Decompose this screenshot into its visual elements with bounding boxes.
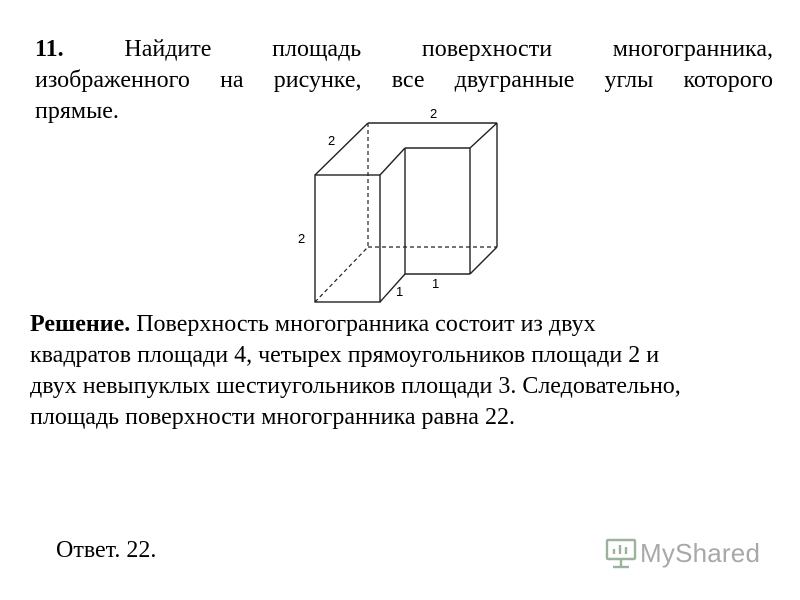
solution-text-1: Поверхность многогранника состоит из двух (136, 311, 596, 337)
solution-line-2: квадратов площади 4, четырех прямоугольников площади 2 и (30, 342, 660, 368)
wordmark-my: My (640, 537, 676, 568)
problem-line-2: изображенного на рисунке, все двугранные углы которого (35, 67, 773, 93)
myshared-logo-icon (604, 536, 640, 570)
solution-line-3: двух невыпуклых шестиугольников площади 3. Следовательно, (30, 373, 681, 399)
myshared-watermark (604, 536, 760, 570)
edge-right-bottom-depth (470, 247, 497, 274)
edge-top-left-depth (315, 123, 368, 175)
solution-heading: Решение. (30, 311, 131, 337)
answer-text: Ответ. 22. (56, 537, 157, 563)
wordmark-shared: Shared (675, 537, 761, 568)
polyhedron-figure (290, 100, 510, 310)
myshared-wordmark (640, 538, 760, 569)
front-face-edges (315, 175, 380, 302)
label-left-height: 2 (298, 231, 306, 246)
problem-text-1: Найдите площадь поверхности многогранника, (124, 36, 773, 62)
problem-line-1 (35, 34, 773, 65)
label-top-width: 2 (430, 106, 438, 121)
solution-block (30, 309, 770, 433)
problem-number: 11. (35, 36, 64, 62)
label-top-depth: 2 (328, 133, 336, 148)
problem-line-3: прямые. (35, 98, 119, 124)
solution-line-1 (30, 309, 770, 340)
label-bottom-front: 1 (396, 284, 404, 299)
hidden-edge-bottom-depth (315, 247, 368, 302)
polyhedron-drawing (290, 100, 510, 310)
edge-top-right-depth (470, 123, 497, 148)
label-bottom-inner: 1 (432, 276, 440, 291)
solution-line-4: площадь поверхности многогранника равна 22. (30, 404, 515, 430)
edge-top-notch-depth (380, 148, 405, 175)
